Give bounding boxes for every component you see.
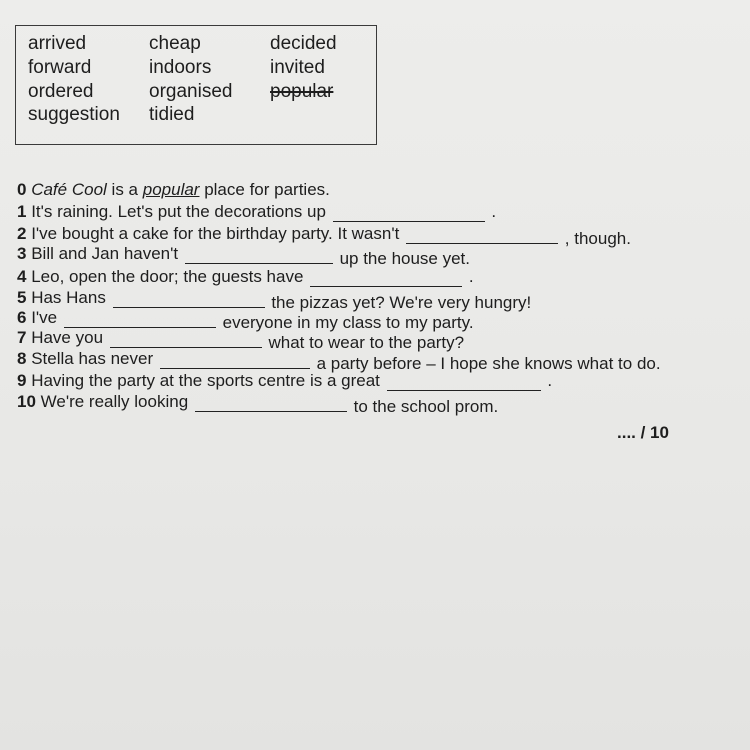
item-text-after: . [491,202,497,221]
item-number: 10 [17,392,36,411]
item-number: 3 [17,244,27,263]
item-text-after: . [468,267,474,286]
exercise-item-9 [17,371,552,391]
word-suggestion: suggestion [28,104,120,125]
item-text-before: Have you [31,328,104,347]
word-popular-crossed-out: popular [270,81,334,102]
word-invited: invited [270,57,325,78]
item-text-before: Stella has never [31,349,154,368]
example-place-name: Café Cool [31,180,107,199]
answer-blank-3[interactable] [185,249,333,264]
exercise-example [17,180,330,200]
item-number: 9 [17,371,27,390]
item-number: 0 [17,180,27,199]
answer-blank-7[interactable] [110,333,262,348]
item-number: 7 [17,328,27,347]
item-text-after: the pizzas yet? We're very hungry! [271,293,532,312]
exercise-item-2 [17,224,631,248]
exercise-item-8 [17,349,661,373]
word-decided: decided [270,33,337,54]
word-arrived: arrived [28,33,87,54]
answer-blank-6[interactable] [64,313,216,328]
item-text-before: We're really looking [40,392,189,411]
exercise-item-4 [17,267,474,287]
example-text-end: place for parties. [204,180,330,199]
answer-blank-8[interactable] [160,354,310,369]
item-text-after: what to wear to the party? [268,333,465,352]
item-text-after: a party before – I hope she knows what to do. [316,354,661,373]
item-number: 2 [17,224,27,243]
item-text-after: , though. [564,229,631,248]
item-text-before: I've [31,308,58,327]
word-ordered: ordered [28,81,94,102]
item-number: 4 [17,267,27,286]
item-text-after: up the house yet. [339,249,471,268]
item-number: 1 [17,202,27,221]
answer-blank-5[interactable] [113,293,265,308]
item-text-after: everyone in my class to my party. [222,313,474,332]
example-answer: popular [142,180,200,199]
example-text: is a [111,180,139,199]
item-text-before: Has Hans [31,288,106,307]
exercise-item-6 [17,308,474,332]
word-forward: forward [28,57,92,78]
word-cheap: cheap [149,33,201,54]
exercise-item-3 [17,244,471,268]
answer-blank-9[interactable] [387,376,541,391]
word-tidied: tidied [149,104,195,125]
word-box [15,25,377,145]
exercise-item-7 [17,328,465,352]
word-indoors: indoors [149,57,212,78]
item-number: 8 [17,349,27,368]
exercise-item-1 [17,202,496,222]
answer-blank-1[interactable] [333,207,485,222]
item-text-before: Leo, open the door; the guests have [31,267,304,286]
word-organised: organised [149,81,233,102]
score-total: .... / 10 [617,423,669,442]
exercise-item-5 [17,288,532,312]
answer-blank-4[interactable] [310,272,462,287]
answer-blank-10[interactable] [195,397,347,412]
item-text-before: It's raining. Let's put the decorations up [31,202,326,221]
answer-blank-2[interactable] [406,229,558,244]
item-text-after: to the school prom. [353,397,499,416]
exercise-item-10 [17,392,499,416]
item-text-before: I've bought a cake for the birthday party. It wasn't [31,224,400,243]
item-text-before: Having the party at the sports centre is a great [31,371,380,390]
item-text-before: Bill and Jan haven't [31,244,179,263]
item-number: 5 [17,288,27,307]
item-number: 6 [17,308,27,327]
item-text-after: . [547,371,553,390]
